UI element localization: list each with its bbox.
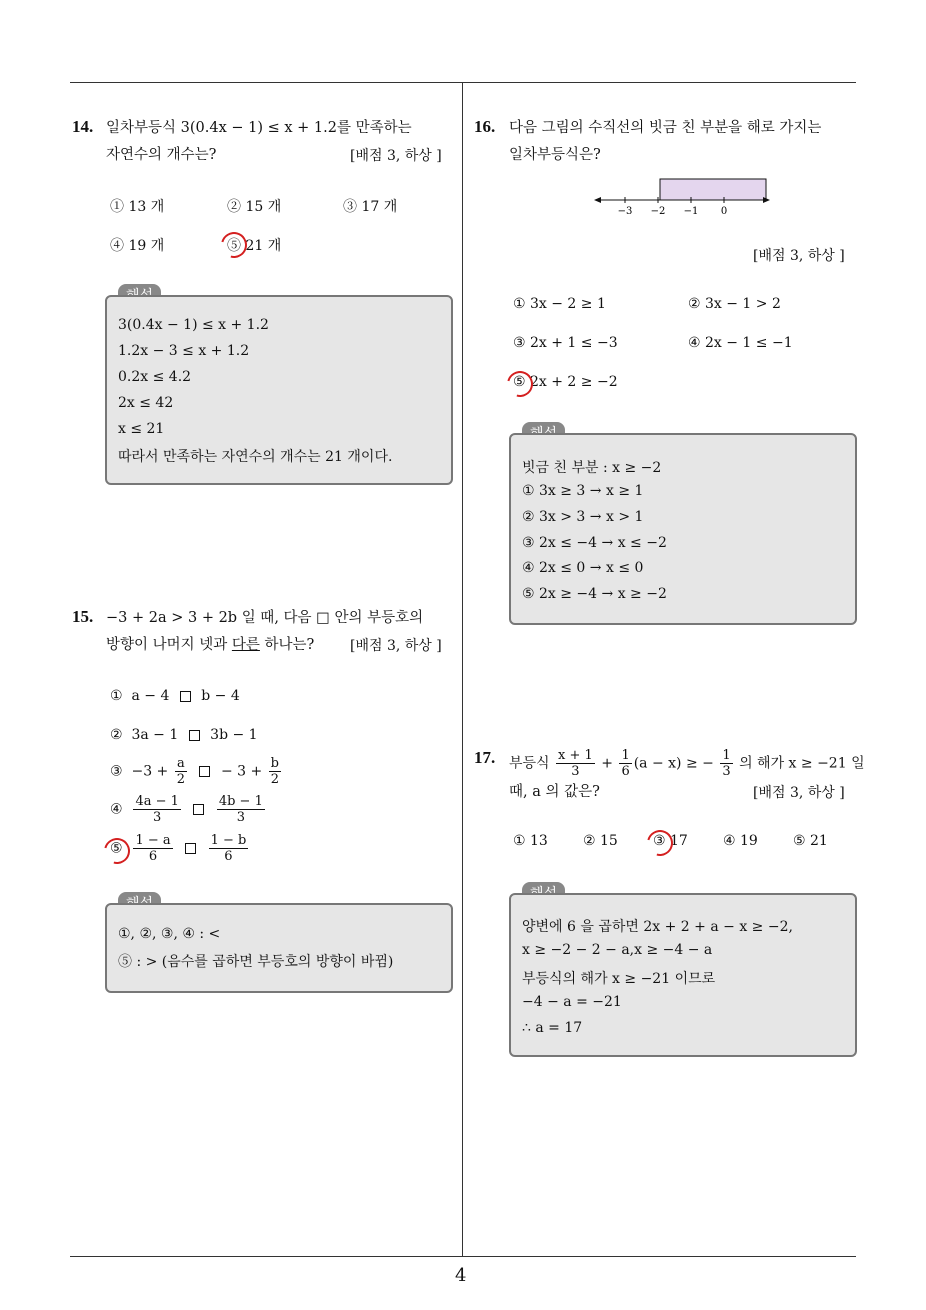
q17-plus: + <box>601 755 613 772</box>
tick-label: −1 <box>683 206 699 217</box>
q17-choice-1[interactable]: ① 13 <box>513 833 548 849</box>
q16-answer-mark <box>502 366 538 402</box>
q15-choice-5[interactable] <box>110 833 250 864</box>
q17-solution-line: −4 − a = −21 <box>522 994 622 1010</box>
q17-choice-5[interactable]: ⑤ 21 <box>793 833 828 849</box>
denominator: 6 <box>224 849 233 864</box>
choice-number: ⑤ <box>110 840 123 857</box>
q16-text-line1: 다음 그림의 수직선의 빗금 친 부분을 해로 가지는 <box>509 120 822 136</box>
fraction <box>133 794 180 825</box>
choice-left: a − 4 <box>131 688 170 704</box>
numerator: 1 − b <box>210 833 247 848</box>
choice-left: 3a − 1 <box>131 727 179 743</box>
tick-label: −3 <box>617 206 633 217</box>
q15-choice-2[interactable] <box>110 727 258 743</box>
q17-mid: (a − x) ≥ − <box>633 755 714 772</box>
fraction <box>720 748 732 779</box>
q16-solution-line: 빗금 친 부분 : x ≥ −2 <box>522 460 662 476</box>
blank-box-icon <box>180 691 191 702</box>
q16-choice-5[interactable]: ⑤ 2x + 2 ≥ −2 <box>513 374 618 390</box>
choice-right: 3b − 1 <box>210 727 258 743</box>
q17-number: 17. <box>474 748 496 767</box>
q17-answer-mark <box>642 825 678 861</box>
q14-meta: [배점 3, 하상 ] <box>350 148 442 164</box>
column-divider <box>462 82 463 1257</box>
numerator: 4a − 1 <box>135 794 179 809</box>
q16-solution-line: ① 3x ≥ 3 → x ≥ 1 <box>522 483 644 499</box>
blank-box-icon <box>189 730 200 741</box>
q17-text-line2: 때, a 의 값은? <box>509 784 600 800</box>
fraction <box>175 756 187 787</box>
choice-number: ③ <box>110 763 123 780</box>
fraction <box>217 794 265 825</box>
q15-choice-4[interactable] <box>110 794 267 825</box>
q16-solution-line: ④ 2x ≤ 0 → x ≤ 0 <box>522 560 644 576</box>
q14-choice-2[interactable]: ② 15 개 <box>227 199 282 215</box>
choice-number: ② <box>110 727 123 743</box>
denominator: 6 <box>621 764 630 779</box>
q15-solution-box <box>105 903 453 993</box>
q17-choice-2[interactable]: ② 15 <box>583 833 618 849</box>
denominator: 2 <box>176 772 186 787</box>
numerator: 1 − a <box>135 833 171 848</box>
fraction <box>133 833 172 864</box>
q17-solution-line: x ≥ −2 − 2 − a,x ≥ −4 − a <box>522 942 713 958</box>
choice-left: −3 + <box>131 763 169 780</box>
q15-solution-line: ⑤ : > (음수를 곱하면 부등호의 방향이 바뀜) <box>118 954 394 970</box>
choice-number: ④ <box>110 801 123 818</box>
blank-box-icon <box>193 804 204 815</box>
choice-right: b − 4 <box>201 688 240 704</box>
q14-choice-1[interactable]: ① 13 개 <box>110 199 165 215</box>
q17-text-pre: 부등식 <box>509 755 550 772</box>
q17-meta: [배점 3, 하상 ] <box>753 785 845 801</box>
q15-solution-line: ①, ②, ③, ④ : < <box>118 926 221 942</box>
blank-box-icon <box>185 843 196 854</box>
q17-text-line1 <box>509 748 865 779</box>
fraction <box>619 748 631 779</box>
page-number: 4 <box>455 1265 467 1286</box>
denominator: 3 <box>722 764 731 779</box>
q16-choice-2[interactable]: ② 3x − 1 > 2 <box>688 296 781 312</box>
q15-number: 15. <box>72 607 94 626</box>
q17-text-post: 의 해가 x ≥ −21 일 <box>739 755 865 772</box>
denominator: 3 <box>153 810 162 825</box>
q16-choice-4[interactable]: ④ 2x − 1 ≤ −1 <box>688 335 793 351</box>
left-arrow-icon <box>594 197 601 203</box>
q14-solution-line: 따라서 만족하는 자연수의 개수는 21 개이다. <box>118 449 393 465</box>
numerator: 1 <box>621 748 630 763</box>
fraction <box>556 748 595 779</box>
q14-answer-mark <box>216 227 252 263</box>
q14-solution-line: 2x ≤ 42 <box>118 395 174 411</box>
q16-choice-1[interactable]: ① 3x − 2 ≥ 1 <box>513 296 606 312</box>
tick-label: 0 <box>720 206 728 217</box>
q17-choice-4[interactable]: ④ 19 <box>723 833 758 849</box>
q17-solution-line: 양변에 6 을 곱하면 2x + 2 + a − x ≥ −2, <box>522 919 793 935</box>
fraction <box>209 833 249 864</box>
q14-choice-3[interactable]: ③ 17 개 <box>343 199 398 215</box>
choice-right: − 3 + <box>220 763 263 780</box>
q17-solution-line: ∴ a = 17 <box>522 1020 583 1036</box>
q15-text-line2-underlined: 다른 <box>231 637 260 653</box>
q16-choice-3[interactable]: ③ 2x + 1 ≤ −3 <box>513 335 618 351</box>
choice-number: ① <box>110 688 123 704</box>
denominator: 6 <box>148 849 158 864</box>
q14-number: 14. <box>72 117 94 136</box>
q16-solution-line: ② 3x > 3 → x > 1 <box>522 509 644 525</box>
q14-solution-line: 3(0.4x − 1) ≤ x + 1.2 <box>118 317 269 333</box>
blank-box-icon <box>199 766 210 777</box>
q14-text-line2: 자연수의 개수는? <box>106 147 217 163</box>
denominator: 3 <box>236 810 245 825</box>
q15-text-line2-pre: 방향이 나머지 넷과 <box>106 637 232 653</box>
q14-solution-line: 0.2x ≤ 4.2 <box>118 369 192 385</box>
q17-choice-3[interactable]: ③ 17 <box>653 833 688 849</box>
fraction <box>269 756 281 787</box>
numerator: 1 <box>722 748 731 763</box>
q15-choice-3[interactable] <box>110 756 283 787</box>
q16-text-line2: 일차부등식은? <box>509 147 601 163</box>
q15-choice-1[interactable] <box>110 688 240 704</box>
numerator: a <box>175 756 187 772</box>
numerator: x + 1 <box>558 748 593 763</box>
q16-number-line <box>590 172 780 220</box>
tick-label: −2 <box>650 206 666 217</box>
q16-solution-line: ⑤ 2x ≥ −4 → x ≥ −2 <box>522 586 667 602</box>
q16-meta: [배점 3, 하상 ] <box>753 248 845 264</box>
numerator: b <box>270 756 279 771</box>
denominator: 2 <box>270 772 279 787</box>
q15-text-line1: −3 + 2a > 3 + 2b 일 때, 다음 □ 안의 부등호의 <box>106 610 424 626</box>
numerator: 4b − 1 <box>218 794 263 809</box>
q17-solution-line: 부등식의 해가 x ≥ −21 이므로 <box>522 971 716 987</box>
q14-text-line1: 일차부등식 3(0.4x − 1) ≤ x + 1.2를 만족하는 <box>106 120 412 136</box>
q15-text-line2 <box>106 631 314 659</box>
q16-number: 16. <box>474 117 496 136</box>
q15-text-line2-post: 하나는? <box>259 637 315 653</box>
top-rule <box>70 82 856 83</box>
q14-solution-line: 1.2x − 3 ≤ x + 1.2 <box>118 343 250 359</box>
denominator: 3 <box>571 764 580 779</box>
q16-solution-line: ③ 2x ≤ −4 → x ≤ −2 <box>522 535 667 551</box>
q15-meta: [배점 3, 하상 ] <box>350 638 442 654</box>
q14-solution-line: x ≤ 21 <box>118 421 165 437</box>
shaded-region <box>660 179 766 200</box>
q14-choice-4[interactable]: ④ 19 개 <box>110 238 165 254</box>
bottom-rule <box>70 1256 856 1257</box>
q14-choice-5[interactable]: ⑤ 21 개 <box>227 238 282 254</box>
